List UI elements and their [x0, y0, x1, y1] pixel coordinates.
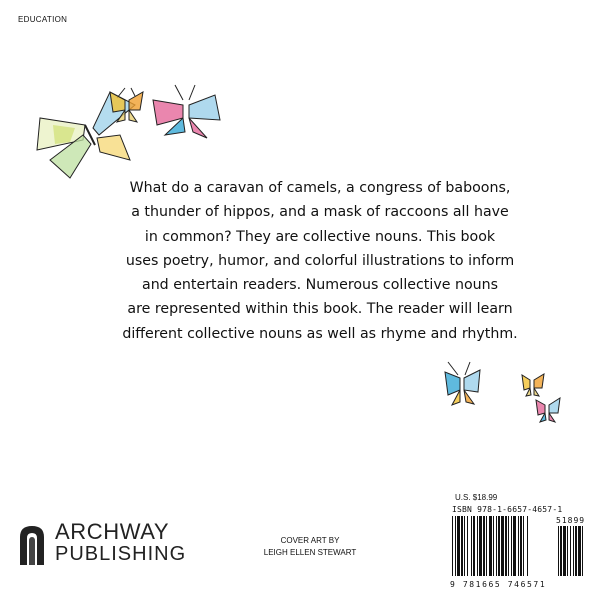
- blurb-line: and entertain readers. Numerous collective nouns: [142, 277, 498, 294]
- blurb-text: [70, 176, 570, 346]
- butterfly-icon: [522, 374, 544, 396]
- isbn-label: ISBN 978-1-6657-4657-1: [452, 505, 563, 514]
- butterfly-icon: [445, 362, 480, 405]
- barcode-icon: [452, 516, 592, 576]
- archway-publishing-logo: [17, 521, 197, 565]
- butterfly-icon: [153, 85, 220, 138]
- barcode-digits: 9 781665 746571: [450, 580, 547, 589]
- butterfly-icon: [536, 398, 560, 422]
- blurb-line: What do a caravan of camels, a congress of baboons,: [129, 180, 511, 196]
- credit-line2: LEIGH ELLEN STEWART: [263, 548, 357, 557]
- blurb-line: a thunder of hippos, and a mask of raccoons all have: [131, 204, 509, 221]
- price-code-digits: 51899: [556, 516, 586, 525]
- publisher-name-line2: PUBLISHING: [55, 543, 187, 565]
- credit-line1: COVER ART BY: [280, 536, 340, 545]
- price-label: U.S. $18.99: [455, 493, 498, 502]
- blurb-line: uses poetry, humor, and colorful illustrations to inform: [125, 252, 515, 269]
- butterflies-bottom-illustration: [440, 360, 570, 435]
- butterflies-top-illustration: [25, 80, 235, 180]
- blurb-line: are represented within this book. The reader will learn: [127, 301, 513, 318]
- blurb-line: different collective nouns as well as rhyme and rhythm.: [122, 325, 518, 342]
- cover-art-credit: [250, 535, 370, 559]
- archway-logo-icon: [17, 523, 47, 565]
- category-label: EDUCATION: [18, 15, 68, 24]
- blurb-line: in common? They are collective nouns. This book: [144, 228, 496, 245]
- publisher-name-line1: ARCHWAY: [55, 519, 170, 544]
